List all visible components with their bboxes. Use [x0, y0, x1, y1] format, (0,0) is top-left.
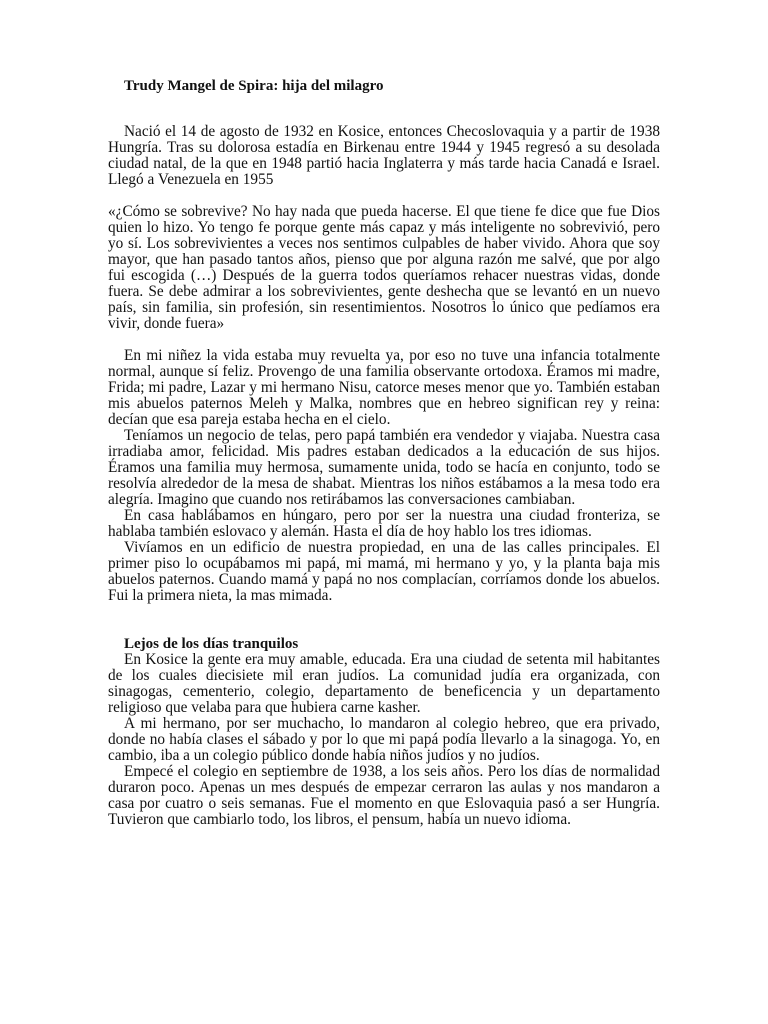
intro-paragraph: Nació el 14 de agosto de 1932 en Kosice, entonces Checoslovaquia y a partir de 1938 Hungría. Tras su dolorosa estadía en Birkenau entre 1944 y 1945 regresó a su desolada ciudad natal, de la que en 1948 partió hacia Inglaterra y más tarde hacia Canadá e Israel. Llegó a Venezuela en 1955	[108, 123, 660, 188]
document-title: Trudy Mangel de Spira: hija del milagro	[124, 78, 384, 94]
section-paragraph-3: Empecé el colegio en septiembre de 1938, a los seis años. Pero los días de normalidad duraron poco. Apenas un mes después de empezar cerraron las aulas y nos mandaron a casa por cuatro o seis semanas. Fue el momento en que Eslovaquia pasó a ser Hungría. Tuvieron que cambiarlo todo, los libros, el pensum, había un nuevo idioma.	[108, 763, 660, 828]
childhood-paragraph-2: Teníamos un negocio de telas, pero papá también era vendedor y viajaba. Nuestra casa irradiaba amor, felicidad. Mis padres estaban dedicados a la educación de sus hijos. Éramos una familia muy hermosa, sumamente unida, todo se hacía en conjunto, todo se resolvía alrededor de la mesa de shabat. Mientras los niños estábamos a la mesa todo era alegría. Imagino que cuando nos retirábamos las conversaciones cambiaban.	[108, 427, 660, 508]
section-paragraph-2: A mi hermano, por ser muchacho, lo mandaron al colegio hebreo, que era privado, donde no había clases el sábado y por lo que mi papá podía llevarlo a la sinagoga. Yo, en cambio, iba a un colegio público donde había niños judíos y no judíos.	[108, 715, 660, 764]
childhood-paragraph-1: En mi niñez la vida estaba muy revuelta ya, por eso no tuve una infancia totalmente normal, aunque sí feliz. Provengo de una familia observante ortodoxa. Éramos mi madre, Frida; mi padre, Lazar y mi hermano Nisu, catorce meses menor que yo. También estaban mis abuelos paternos Meleh y Malka, nombres que en hebreo significan rey y reina: decían que esa pareja estaba hecha en el cielo.	[108, 347, 660, 428]
section-title: Lejos de los días tranquilos	[124, 636, 299, 652]
section-paragraph-1: En Kosice la gente era muy amable, educada. Era una ciudad de setenta mil habitantes de los cuales diecisiete mil eran judíos. La comunidad judía era organizada, con sinagogas, cementerio, colegio, departamento de beneficencia y un departamento religioso que velaba para que hubiera carne kasher.	[108, 651, 660, 716]
quote-paragraph: «¿Cómo se sobrevive? No hay nada que pueda hacerse. El que tiene fe dice que fue Dios quien lo hizo. Yo tengo fe porque gente más capaz y más inteligente no sobrevivió, pero yo sí. Los sobrevivientes a veces nos sentimos culpables de haber vivido. Ahora que soy mayor, que han pasado tantos años, pienso que por alguna razón me salvé, que por algo fui escogida (…) Después de la guerra todos queríamos rehacer nuestras vidas, donde fuera. Se debe admirar a los sobrevivientes, gente deshecha que se levantó en un nuevo país, sin familia, sin profesión, sin resentimientos. Nosotros lo único que pedíamos era vivir, donde fuera»	[108, 203, 660, 332]
childhood-paragraph-3: En casa hablábamos en húngaro, pero por ser la nuestra una ciudad fronteriza, se hablaba también eslovaco y alemán. Hasta el día de hoy hablo los tres idiomas.	[108, 507, 660, 540]
document-page	[108, 78, 660, 828]
childhood-paragraph-4: Vivíamos en un edificio de nuestra propiedad, en una de las calles principales. El primer piso lo ocupábamos mi papá, mi mamá, mi hermano y yo, y la planta baja mis abuelos paternos. Cuando mamá y papá no nos complacían, corríamos donde los abuelos. Fui la primera nieta, la mas mimada.	[108, 539, 660, 604]
